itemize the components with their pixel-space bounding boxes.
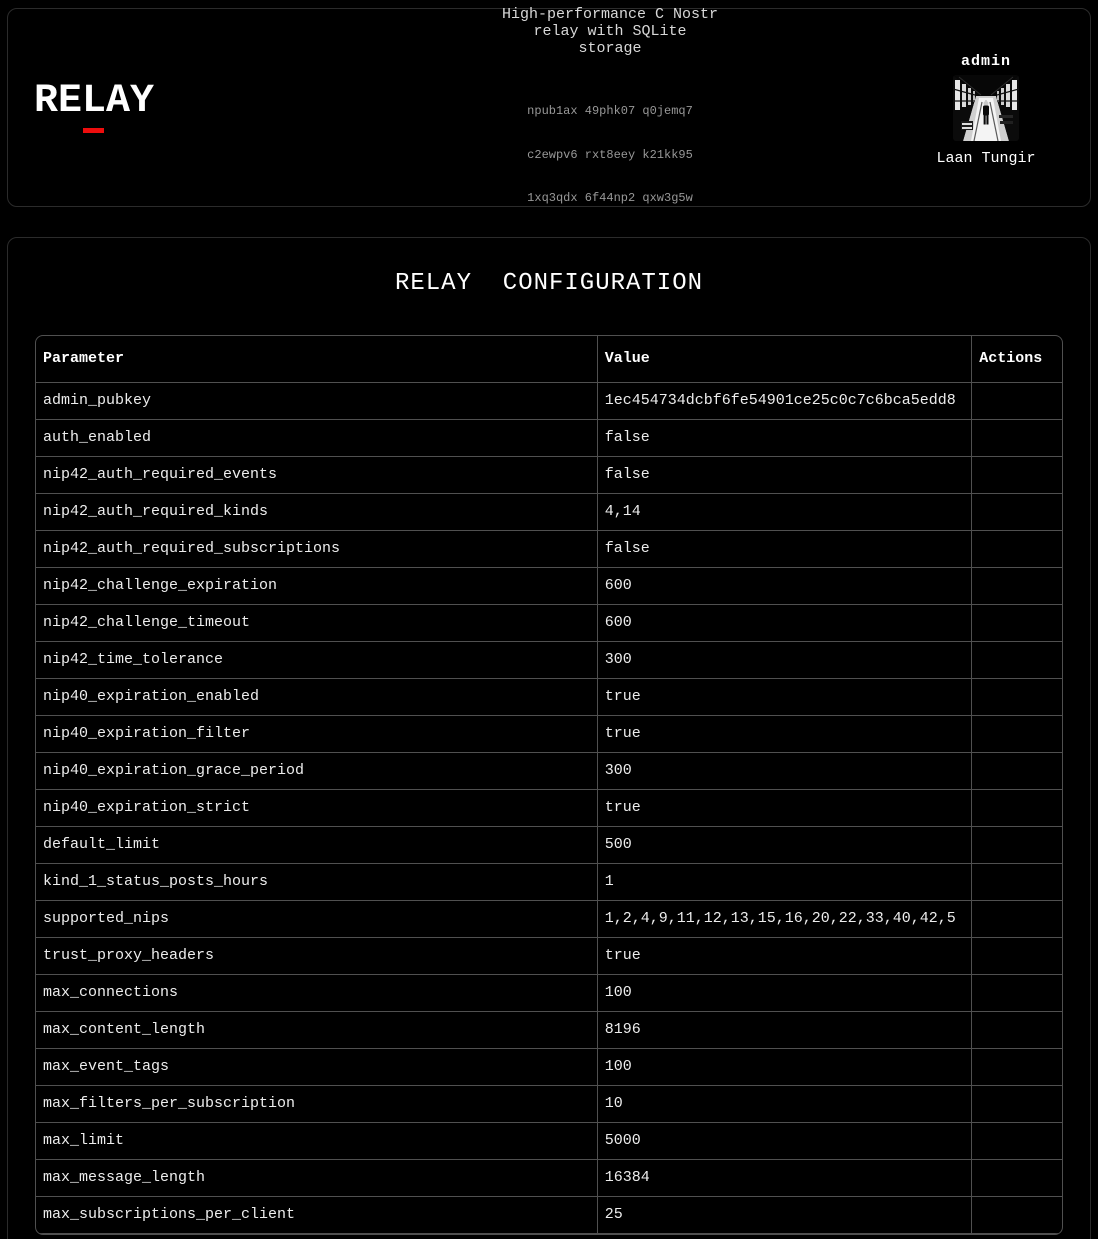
cell-parameter: nip42_challenge_expiration <box>36 568 597 605</box>
cell-actions <box>972 1197 1062 1234</box>
table-row <box>36 494 1062 531</box>
cell-value: 600 <box>597 605 971 642</box>
cell-parameter: max_event_tags <box>36 1049 597 1086</box>
npub-line-1: npub1ax 49phk07 q0jemq7 <box>527 103 693 118</box>
cell-value: false <box>597 531 971 568</box>
cell-actions <box>972 531 1062 568</box>
table-row <box>36 938 1062 975</box>
header-panel <box>7 5 1091 207</box>
table-row <box>36 975 1062 1012</box>
cell-parameter: max_filters_per_subscription <box>36 1086 597 1123</box>
cell-value: true <box>597 790 971 827</box>
cell-parameter: max_subscriptions_per_client <box>36 1197 597 1234</box>
cell-actions <box>972 938 1062 975</box>
cell-actions <box>972 1160 1062 1197</box>
cell-actions <box>972 1123 1062 1160</box>
cell-parameter: nip42_auth_required_subscriptions <box>36 531 597 568</box>
cell-value: 10 <box>597 1086 971 1123</box>
cell-actions <box>972 679 1062 716</box>
table-row <box>36 457 1062 494</box>
avatar-photo-icon <box>953 75 1019 141</box>
cell-parameter: nip40_expiration_strict <box>36 790 597 827</box>
cell-value: 1,2,4,9,11,12,13,15,16,20,22,33,40,42,5 <box>597 901 971 938</box>
cell-actions <box>972 864 1062 901</box>
table-row <box>36 1123 1062 1160</box>
table-row <box>36 642 1062 679</box>
cell-actions <box>972 753 1062 790</box>
cell-value: 100 <box>597 975 971 1012</box>
relay-npub <box>490 74 730 235</box>
config-table-wrapper <box>35 335 1063 1235</box>
relay-logo-underline <box>83 128 104 133</box>
cell-parameter: nip40_expiration_enabled <box>36 679 597 716</box>
cell-value: 4,14 <box>597 494 971 531</box>
table-row <box>36 1012 1062 1049</box>
cell-value: false <box>597 457 971 494</box>
table-row <box>36 420 1062 457</box>
cell-actions <box>972 790 1062 827</box>
cell-actions <box>972 383 1062 420</box>
config-table <box>36 336 1062 1234</box>
table-row <box>36 1086 1062 1123</box>
column-header-value: Value <box>597 336 971 383</box>
admin-profile <box>926 53 1046 167</box>
table-row <box>36 827 1062 864</box>
cell-actions <box>972 1086 1062 1123</box>
cell-value: true <box>597 679 971 716</box>
table-row <box>36 790 1062 827</box>
cell-actions <box>972 1012 1062 1049</box>
cell-parameter: max_content_length <box>36 1012 597 1049</box>
table-row <box>36 753 1062 790</box>
admin-role-label: admin <box>960 52 1011 70</box>
config-table-body <box>36 383 1062 1234</box>
relay-logo-text: RELAY <box>34 79 155 124</box>
table-row <box>36 1197 1062 1234</box>
cell-value: 1ec454734dcbf6fe54901ce25c0c7c6bca5edd8 <box>597 383 971 420</box>
table-row <box>36 901 1062 938</box>
table-row <box>36 568 1062 605</box>
table-row <box>36 605 1062 642</box>
table-row <box>36 679 1062 716</box>
table-row <box>36 531 1062 568</box>
cell-parameter: admin_pubkey <box>36 383 597 420</box>
cell-actions <box>972 494 1062 531</box>
cell-actions <box>972 975 1062 1012</box>
npub-line-3: 1xq3qdx 6f44np2 qxw3g5w <box>527 191 693 206</box>
cell-value: 600 <box>597 568 971 605</box>
cell-parameter: max_limit <box>36 1123 597 1160</box>
cell-parameter: kind_1_status_posts_hours <box>36 864 597 901</box>
cell-parameter: nip42_auth_required_events <box>36 457 597 494</box>
cell-parameter: default_limit <box>36 827 597 864</box>
cell-actions <box>972 568 1062 605</box>
relay-subtitle: High-performance C Nostr relay with SQLite storage <box>501 5 719 58</box>
table-row <box>36 1160 1062 1197</box>
cell-value: 1 <box>597 864 971 901</box>
cell-parameter: supported_nips <box>36 901 597 938</box>
column-header-parameter: Parameter <box>36 336 597 383</box>
table-row <box>36 1049 1062 1086</box>
npub-line-2: c2ewpv6 rxt8eey k21kk95 <box>527 147 693 162</box>
admin-name: Laan Tungir <box>936 149 1036 167</box>
cell-parameter: auth_enabled <box>36 420 597 457</box>
table-row <box>36 864 1062 901</box>
cell-value: 300 <box>597 753 971 790</box>
cell-value: 16384 <box>597 1160 971 1197</box>
cell-value: 25 <box>597 1197 971 1234</box>
cell-value: true <box>597 716 971 753</box>
cell-value: false <box>597 420 971 457</box>
cell-actions <box>972 1049 1062 1086</box>
cell-parameter: nip40_expiration_filter <box>36 716 597 753</box>
cell-actions <box>972 457 1062 494</box>
admin-avatar[interactable] <box>953 75 1019 141</box>
cell-actions <box>972 827 1062 864</box>
cell-actions <box>972 642 1062 679</box>
cell-value: true <box>597 938 971 975</box>
table-row <box>36 383 1062 420</box>
cell-value: 300 <box>597 642 971 679</box>
cell-parameter: nip42_auth_required_kinds <box>36 494 597 531</box>
cell-value: 8196 <box>597 1012 971 1049</box>
cell-parameter: nip40_expiration_grace_period <box>36 753 597 790</box>
relay-logo <box>34 79 294 133</box>
config-panel <box>7 237 1091 1239</box>
cell-actions <box>972 716 1062 753</box>
cell-value: 5000 <box>597 1123 971 1160</box>
cell-actions <box>972 605 1062 642</box>
cell-actions <box>972 901 1062 938</box>
cell-parameter: max_message_length <box>36 1160 597 1197</box>
cell-parameter: nip42_challenge_timeout <box>36 605 597 642</box>
cell-value: 100 <box>597 1049 971 1086</box>
relay-info <box>490 0 730 235</box>
cell-actions <box>972 420 1062 457</box>
cell-parameter: nip42_time_tolerance <box>36 642 597 679</box>
section-title: RELAY CONFIGURATION <box>394 270 704 297</box>
table-header-row <box>36 336 1062 383</box>
cell-value: 500 <box>597 827 971 864</box>
cell-parameter: trust_proxy_headers <box>36 938 597 975</box>
cell-parameter: max_connections <box>36 975 597 1012</box>
column-header-actions: Actions <box>972 336 1062 383</box>
table-row <box>36 716 1062 753</box>
